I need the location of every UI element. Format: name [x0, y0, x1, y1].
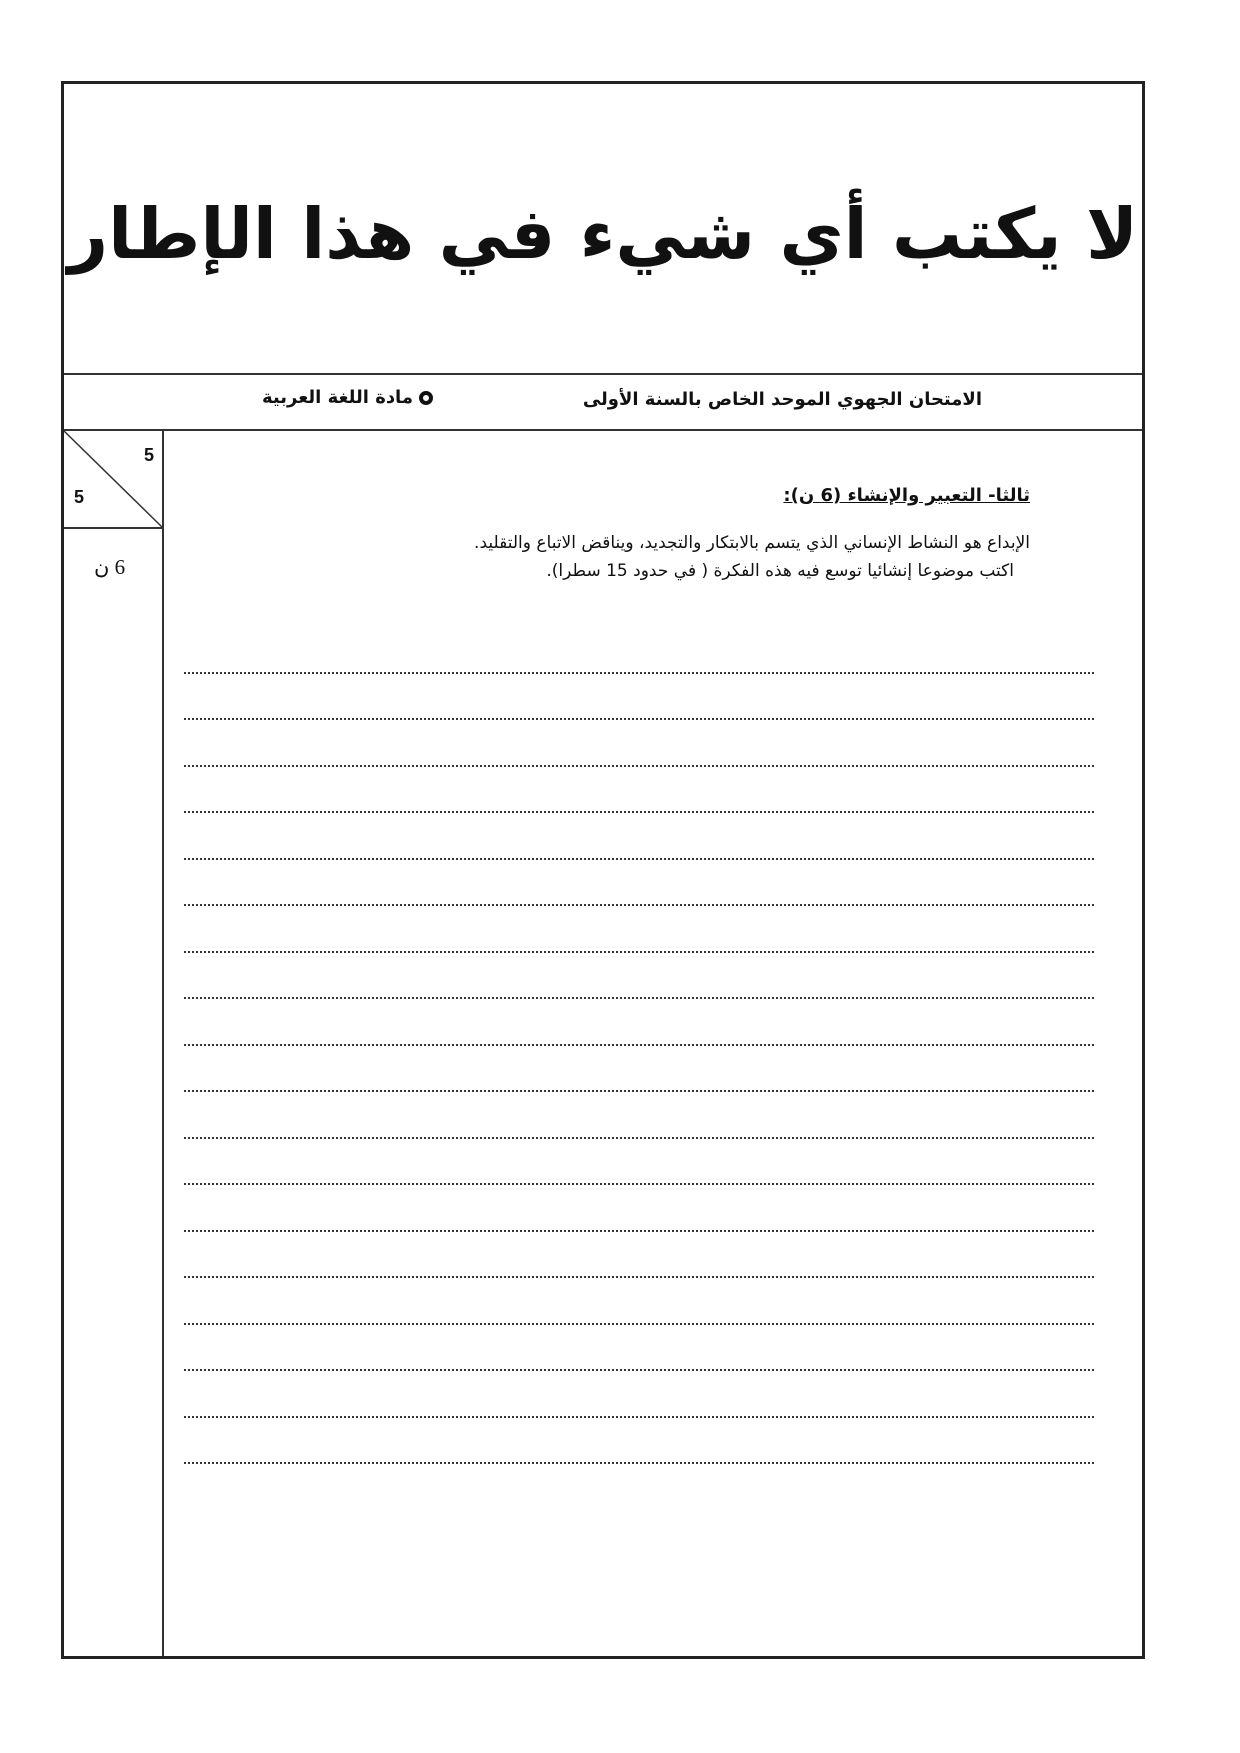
prompt-text-1: الإبداع هو النشاط الإنساني الذي يتسم بالابتكار والتجديد، ويناقض الاتباع والتقليد.: [474, 533, 1030, 553]
exam-frame: [61, 81, 1145, 1659]
answer-line[interactable]: [184, 953, 1094, 1000]
answer-line[interactable]: [184, 1139, 1094, 1186]
circle-bullet-icon: [419, 391, 433, 405]
score-max: 5: [143, 445, 154, 465]
banner-text: لا يكتب أي شيء في هذا الإطار: [67, 192, 1139, 275]
section-title: ثالثا- التعبير والإنشاء (6 ن):: [783, 485, 1030, 506]
answer-line[interactable]: [184, 1418, 1094, 1465]
answer-line[interactable]: [184, 1185, 1094, 1232]
answer-line[interactable]: [184, 1092, 1094, 1139]
answer-line[interactable]: [184, 906, 1094, 953]
answer-line[interactable]: [184, 1371, 1094, 1418]
points-label: 6 ن: [94, 555, 126, 579]
answer-line[interactable]: [184, 767, 1094, 814]
subject-text: مادة اللغة العربية: [262, 387, 413, 408]
answer-line[interactable]: [184, 627, 1094, 674]
score-obtained: 5: [74, 487, 85, 507]
answer-line[interactable]: [184, 1325, 1094, 1372]
answer-line[interactable]: [184, 1046, 1094, 1093]
prompt-text-2: اكتب موضوعا إنشائيا توسع فيه هذه الفكرة ( في حدود 15 سطرا).: [546, 561, 1014, 581]
do-not-write-banner: [64, 84, 1142, 373]
answer-line[interactable]: [184, 1278, 1094, 1325]
answer-area: [164, 431, 1142, 1656]
exam-header: [64, 373, 1142, 431]
score-column: [64, 431, 164, 1656]
answer-line[interactable]: [184, 999, 1094, 1046]
answer-line[interactable]: [184, 860, 1094, 907]
score-box: [64, 431, 162, 529]
answer-line[interactable]: [184, 674, 1094, 721]
subject-label: [262, 387, 433, 408]
answer-line[interactable]: [184, 720, 1094, 767]
exam-title: الامتحان الجهوي الموحد الخاص بالسنة الأولى: [582, 389, 982, 410]
answer-line[interactable]: [184, 1232, 1094, 1279]
writing-lines[interactable]: [184, 627, 1094, 1464]
answer-line[interactable]: [184, 813, 1094, 860]
